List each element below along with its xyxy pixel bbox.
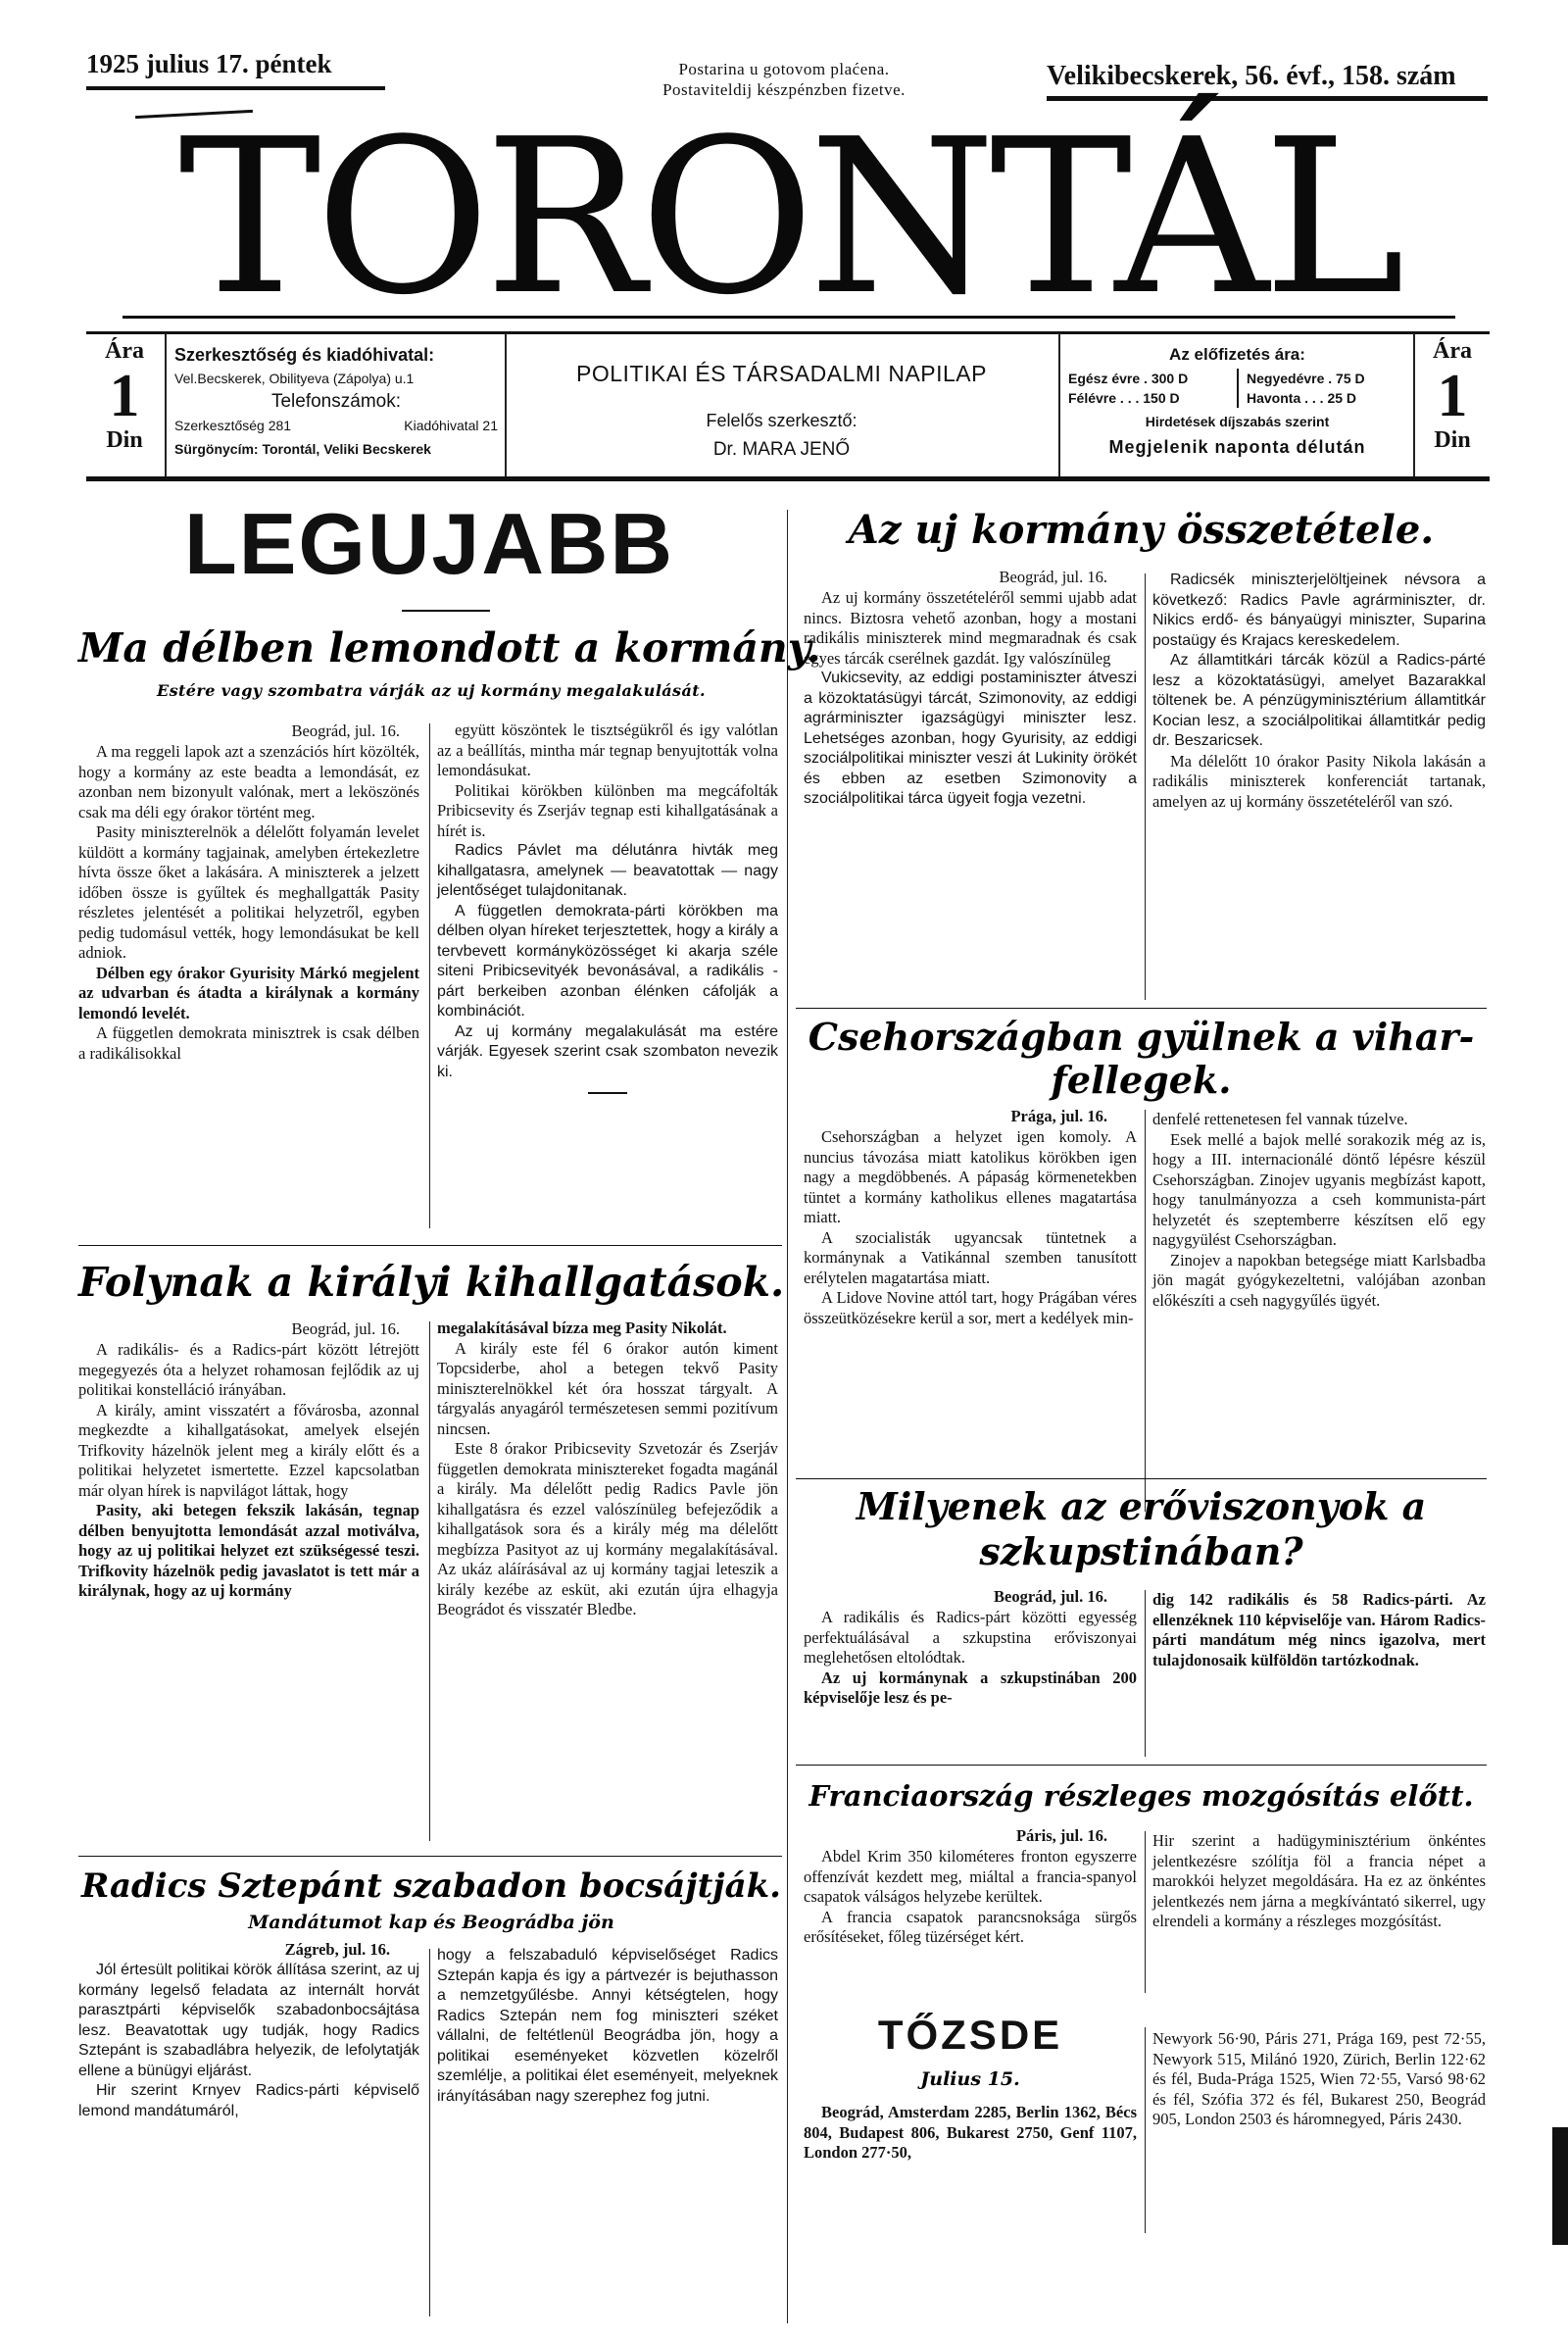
price-month: Havonta . . . 25 D [1247, 390, 1357, 406]
office-phones [174, 414, 498, 437]
price-currency: Din [106, 427, 143, 453]
kiralyi-headline: Folynak a királyi kihallgatások. [78, 1259, 785, 1306]
radics-top-rule [78, 1856, 782, 1857]
kiralyi-p3: Pasity, aki betegen fekszik lakásán, tegnap délben benyujtotta lemondását azzal motiválva, hogy az uj politikai helyzet ezt szükségessé teszi. Trifkovity házelnök pedig javaslatot is tett már a királynak, hogy az uj kormány [78, 1501, 419, 1600]
francia-top-rule [796, 1765, 1487, 1766]
band-divider-3 [1058, 333, 1060, 476]
eroviszony-col-divider [1145, 1590, 1146, 1757]
band-bottom-rule [86, 476, 1490, 481]
francia-headline: Franciaország részleges mozgósítás előtt. [808, 1779, 1474, 1813]
editor-label: Felelős szerkesztő: [706, 411, 858, 430]
band-divider-2 [505, 333, 507, 476]
radics-p1: Jól értesült politikai körök állítása szerint, az uj kormány legelső feladata az internált horvát parasztpárti képviselők szabadonbocsájtása lesz. Beavatottak ugy tudják, hogy Radics Sztepánt is szabadlábra helyezik, de lefolytatják ellene a bünügyi eljárást. [78, 1962, 419, 2079]
tozsde-col-divider [1145, 2027, 1146, 2233]
legujabb-kicker: LEGUJABB [183, 495, 675, 592]
eroviszony-dateline: Beográd, jul. 16. [994, 1587, 1107, 1606]
francia-dateline: Páris, jul. 16. [1015, 1826, 1107, 1845]
legujabb-p3: Délben egy órakor Gyurisity Márkó megjelent az udvarban és átadta a királynak a kormány lemondó levelét. [78, 963, 419, 1022]
issue-date: 1925 julius 17. péntek [86, 49, 332, 78]
legujabb-column-2 [437, 721, 778, 1094]
price-value-right: 1 [1437, 363, 1468, 429]
eroviszony-top-rule [796, 1478, 1487, 1479]
cseh-p1: Csehországban a helyzet igen komoly. A nuncius távozása miatt katolikus körökben igen nagy a megdöbbenés. A pápaság körmenetekben tüntet a kormány katholikus ellenes magatartása miatt. [804, 1127, 1137, 1226]
francia-col-divider [1145, 1831, 1146, 1993]
subscription-row-2 [1068, 388, 1406, 408]
francia-column-2 [1152, 1831, 1486, 1932]
kiralyi-p4: megalakításával bízza meg Pasity Nikolát. [437, 1319, 727, 1337]
legujabb-p4: A független demokrata minisztrek is csak délben a radikálisokkal [78, 1023, 419, 1063]
eroviszony-headline [796, 1484, 1487, 1574]
radics-p2: Hir szerint Krnyev Radics-párti képviselő lemond mandátumáról, [78, 2082, 419, 2119]
cseh-p3: A Lidove Novine attól tart, hogy Prágában véres összeütközésekre kerül a sor, mert a kedélyek min- [804, 1288, 1137, 1327]
office-info [174, 343, 498, 461]
legujabb-p6: Politikai körökben különben ma megcáfolták Pribicsevity és Zserjáv tegnap esti kihallgatásának a hírét is. [437, 780, 778, 840]
masthead-baseline [122, 316, 1455, 319]
francia-p3: Hir szerint a hadügyminisztérium önkéntes jelentkezésre szólítja föl a francia népet a marokkói helyzet megoldására. Ha ez az önkéntes jelentkezés nem járna a megkívántató sikerrel, ugy elrendeli a kormány a részleges mozgósítást. [1152, 1831, 1486, 1930]
kiralyi-p2: A király, amint visszatért a fővárosba, azonnal megkezdte a kihallgatásokat, amelyek elsején Trifkovity házelnök jelent meg a király előtt és a politikai helyzetet ismertette. Ezzel kapcsolatban már olyan hírek is napvilágot láttak, hogy [78, 1400, 419, 1500]
kormany-column-2 [1152, 571, 1486, 812]
band-divider-1 [165, 333, 167, 476]
tozsde-column-2 [1152, 2029, 1486, 2130]
kormany-headline: Az uj kormány összetétele. [848, 507, 1435, 553]
cseh-column-2 [1152, 1110, 1486, 1311]
kiralyi-p6: Este 8 órakor Pribicsevity Szvetozár és Zserjáv független demokrata minisztereket fogadta magánál a király. Ma délelőtt pedig Radics Pavle jön kihallgatásra és ezzel valószínüleg befejeződik a kihallgatások sora és a király még ma délelőtt megbízza Pasityot az uj kormány megalakításával. Az ukáz aláírásával az uj kormány tagjai leteszik a király kezébe az esküt, aki ezután újra elhagyja Beográdot és visszatér Bledbe. [437, 1439, 778, 1618]
legujabb-p9: Az uj kormány megalakulását ma estére várják. Egyesek szerint csak szombaton nevezik ki. [437, 1022, 778, 1080]
cseh-p6: Zinojev a napokban betegsége miatt Karlsbadba jön magát gyógykezeltetni, valójában azonban előkészíti a cseh nagygyűlés ügyét. [1152, 1250, 1486, 1310]
band-top-rule [86, 331, 1490, 334]
subscription-row-1 [1068, 369, 1406, 388]
office-line-3: Telefonszámok: [270, 391, 401, 412]
eroviszony-p2: Az uj kormánynak a szkupstinában 200 képviselője lesz és pe- [804, 1667, 1137, 1707]
tozsde-column-1 [804, 2103, 1137, 2164]
legujabb-p2: Pasity miniszterelnök a délelőtt folyamán levelet küldött a kormány tagjainak, amelyben értekezletre hívta össze őket a lakására. A miniszterek a jelzett időben össze is gyűltek és meghallgatták Pasity részletes jelentését a politikai helyzetről, egyben pedig tudomásul vették, hogy lemondásukat be kell adniok. [78, 822, 419, 962]
kiralyi-p1: A radikális- és a Radics-párt között létrejött megegyezés óta a helyzet rohamosan fejlődik az uj politikai konstelláció irányában. [78, 1340, 419, 1399]
legujabb-p5: együtt köszöntek le tisztségükről és igy valótlan az a beállítás, mintha már tegnap benyujtották volna lemondásukat. [437, 721, 778, 779]
kormany-p2: Vukicsevity, az eddigi postaminiszter átveszi a közoktatásügyi tárcát, Szimonovity, az eddigi agrárminiszter igazságügyi miniszter lesz. Lehetséges azonban, hogy Gyurisity, az eddigi szociálpolitikai miniszter veszi át Lukinity örökét és ebben az esetben Szimonovity a szociálpolitikai tárca ügyeit fogja vezetni. [804, 670, 1137, 807]
postal-line-1: Postarina u gotovom plaćena. [678, 60, 890, 78]
cseh-p4: denfelé rettenetesen fel vannak túzelve. [1152, 1110, 1408, 1128]
radics-dateline: Zágreb, jul. 16. [284, 1940, 390, 1959]
francia-p1: Abdel Krim 350 kilométeres fronton egyszerre offenzívát kezdett meg, miáltal a francia-spanyol csapatok válságos helyzebe kerültek. [804, 1847, 1137, 1906]
price-value: 1 [109, 363, 140, 429]
eroviszony-p1: A radikális és Radics-párt közötti egyesség perfektuálásával a szkupstina erőviszonyai meglehetősen eltolódtak. [804, 1608, 1137, 1667]
legujabb-col-divider [429, 723, 430, 1228]
center-info [514, 361, 1049, 461]
tozsde-text-1: Beográd, Amsterdam 2285, Berlin 1362, Bécs 804, Budapest 806, Bukarest 2750, Genf 1107, London 277·50, [804, 2103, 1137, 2162]
eroviszony-headline-line-1: Milyenek az erőviszonyok a [856, 1484, 1427, 1528]
price-box-right [1415, 338, 1490, 454]
office-line-1: Szerkesztőség és kiadóhivatal: [174, 345, 435, 365]
radics-column-2 [437, 1946, 778, 2107]
radics-p3: hogy a felszabaduló képviselőséget Radics Sztepán kapja és igy a pártvezér is bejuthasson a nemzetgyűlésbe. Annyi kétségtelen, hogy Radics Sztepán nem fog miniszteri széket vállalni, de feltétlenül Beográdba jön, hogy a politikai eseményeket közvetlen közelről szemlélje, a politikai élet eseményeit, melyeknek irányításában nagy szerephez fog jutni. [437, 1947, 778, 2105]
tozsde-title: TŐZSDE [877, 2012, 1063, 2058]
cseh-headline [796, 1016, 1487, 1102]
eroviszony-column-1 [804, 1586, 1137, 1709]
legujabb-dateline: Beográd, jul. 16. [291, 722, 400, 740]
kormany-p1: Az uj kormány összetételéről semmi ujabb adat nincs. Biztosra vehető azonban, hogy a mostani radikális miniszterek mind megmaradnak és csak egyes tárcák cserélnek gazdát. Igy valószínüleg [804, 588, 1137, 668]
cseh-col-divider [1145, 1110, 1146, 1512]
ads-note: Hirdetések díjszabás szerint [1145, 414, 1330, 429]
kicker-rule [402, 610, 490, 612]
eroviszony-headline-line-2: szkupstinában? [979, 1529, 1303, 1573]
kormany-p5: Ma délelőtt 10 órakor Pasity Nikola lakásán a radikális miniszterek konferenciát tartanak, amelyen az uj kormány összetételéről van szó. [1152, 751, 1486, 811]
price-quarter: Negyedévre . 75 D [1247, 371, 1365, 386]
editor-name: Dr. MARA JENŐ [712, 439, 851, 460]
postal-line-2: Postaviteldij készpénzben fizetve. [662, 80, 906, 99]
price-box-left [86, 338, 163, 454]
kiralyi-dateline: Beográd, jul. 16. [291, 1319, 400, 1338]
radics-column-1 [78, 1939, 419, 2121]
kiralyi-column-1 [78, 1319, 419, 1602]
legujabb-headline: Ma délben lemondott a kormány. [78, 624, 821, 672]
kiralyi-column-2 [437, 1319, 778, 1620]
tozsde-text-2: Newyork 56·90, Páris 271, Prága 169, pest 72·55, Newyork 515, Milánó 1920, Zürich, Berlin 122·62 és fél, Buda-Prága 1525, Wien 72·55, Varsó 98·62 és fél, Szófia 372 és fél, Bukarest 250, Beográd 905, London 2503 és háromnegyed, Páris 2430. [1152, 2029, 1486, 2128]
legujabb-p7: Radics Pávlet ma délutánra hivták meg kihallgatasra, amelynek — beavatottak — nagy jelentőséget tulajdonitanak. [437, 842, 778, 899]
cseh-headline-line-1: Csehországban gyülnek a vihar- [808, 1015, 1475, 1059]
kiralyi-top-rule [78, 1245, 782, 1246]
appears-note: Megjelenik naponta délután [1108, 437, 1366, 457]
price-year: Egész évre . 300 D [1068, 369, 1239, 388]
cseh-dateline: Prága, jul. 16. [1010, 1107, 1107, 1125]
office-phone-editorial: Szerkesztőség 281 [174, 418, 292, 433]
radics-col-divider [429, 1949, 430, 2316]
end-dash [588, 1092, 627, 1094]
subscription-title: Az előfizetés ára: [1169, 345, 1305, 364]
main-column-divider [787, 510, 788, 2323]
kormany-p4: Az államtitkári tárcák közül a Radics-párté lesz a közoktatásügyi, amelyet Bazarakkal töltenek be. A pénzügyminisztérium államtitkár Kocian lesz, a szociálpolitikai államtitkár pedig dr. Beszaricsek. [1152, 652, 1486, 749]
legujabb-p8: A független demokrata-párti körökben ma délben olyan híreket terjesztettek, hogy a király a tervbevett kormányközösséget ki akarja széle siteni Pribicsevityék bevonásával, a radikális - párt berkeiben azonban élénken cáfolják a kombinációt. [437, 902, 778, 1020]
price-label-right: Ára [1433, 338, 1472, 364]
price-halfyear: Félévre . . . 150 D [1068, 388, 1239, 408]
legujabb-p1: A ma reggeli lapok azt a szenzációs hírt közölték, hogy a kormány az este beadta a lemondását, ez azonban nem bizonyult valónak, mert a leköszönés csak ma déli egy órakor történt meg. [78, 742, 419, 821]
francia-column-1 [804, 1825, 1137, 1948]
eroviszony-column-2 [1152, 1590, 1486, 1670]
cseh-p2: A szocialisták ugyancsak tüntetnek a kormánynak a Vatikánnal szemben tanusított erélytelen magatartása miatt. [804, 1227, 1137, 1287]
newspaper-subtitle: POLITIKAI ÉS TÁRSADALMI NAPILAP [576, 361, 987, 386]
cseh-top-rule [796, 1008, 1487, 1009]
kormany-dateline: Beográd, jul. 16. [999, 568, 1107, 586]
office-phone-publisher: Kiadóhivatal 21 [404, 418, 498, 433]
kiralyi-col-divider [429, 1321, 430, 1841]
kormany-column-1 [804, 567, 1137, 810]
radics-subhead: Mandátumot kap és Beográdba jön [248, 1912, 614, 1933]
edge-mark [1552, 2127, 1568, 2245]
cseh-headline-line-2: fellegek. [1051, 1058, 1232, 1102]
kormany-p3: Radicsék miniszterjelöltjeinek névsora a következő: Radics Pavle agrárminiszter, dr. Nikics erdő- és bányaügyi miniszter, Suparina postaügy és Krajacs kereskedelem. [1152, 572, 1486, 649]
legujabb-subhead: Estére vagy szombatra várják az uj kormány megalakulását. [157, 681, 706, 700]
edition-info: Velikibecskerek, 56. évf., 158. szám [1047, 61, 1456, 91]
kormany-col-divider [1145, 573, 1146, 1000]
date-underline [86, 86, 385, 90]
eroviszony-p3: dig 142 radikális és 58 Radics-párti. Az ellenzéknek 110 képviselője van. Három Radics-párti mandátum még nincs igazolva, mert tulajdonosaik külföldön tartózkodnak. [1152, 1590, 1486, 1669]
office-line-5: Sürgönycím: Torontál, Veliki Becskerek [174, 441, 431, 457]
kiralyi-p5: A király este fél 6 órakor autón kiment Topcsiderbe, ahol a betegen tekvő Pasity miniszterelnökkel két óra hosszat tárgyalt. A tárgyalás anyagáról természetesen semmi pozitívum nincsen. [437, 1338, 778, 1438]
cseh-column-1 [804, 1106, 1137, 1328]
francia-p2: A francia csapatok parancsnoksága sürgős erősítéseket, főleg tüzérséget kért. [804, 1907, 1137, 1946]
office-line-2: Vel.Becskerek, Obilityeva (Zápolya) u.1 [174, 371, 415, 386]
price-label: Ára [105, 338, 144, 364]
legujabb-column-1 [78, 721, 419, 1064]
subscription-info [1068, 345, 1406, 457]
price-currency-right: Din [1434, 427, 1471, 453]
cseh-p5: Esek mellé a bajok mellé sorakozik még az is, hogy a III. internacionálé döntő lépésre készül Csehországban. Zinojev ugyanis megbízást kapott, hogy tanulmányozza a cseh kommunista-párt helyzetét és szeptemberre készítsen elő egy nagygyülést Csehországban. [1152, 1129, 1486, 1249]
masthead-title: TORONTÁL [178, 94, 1399, 342]
radics-headline: Radics Sztepánt szabadon bocsájtják. [80, 1866, 782, 1906]
tozsde-date: Julius 15. [920, 2068, 1020, 2090]
